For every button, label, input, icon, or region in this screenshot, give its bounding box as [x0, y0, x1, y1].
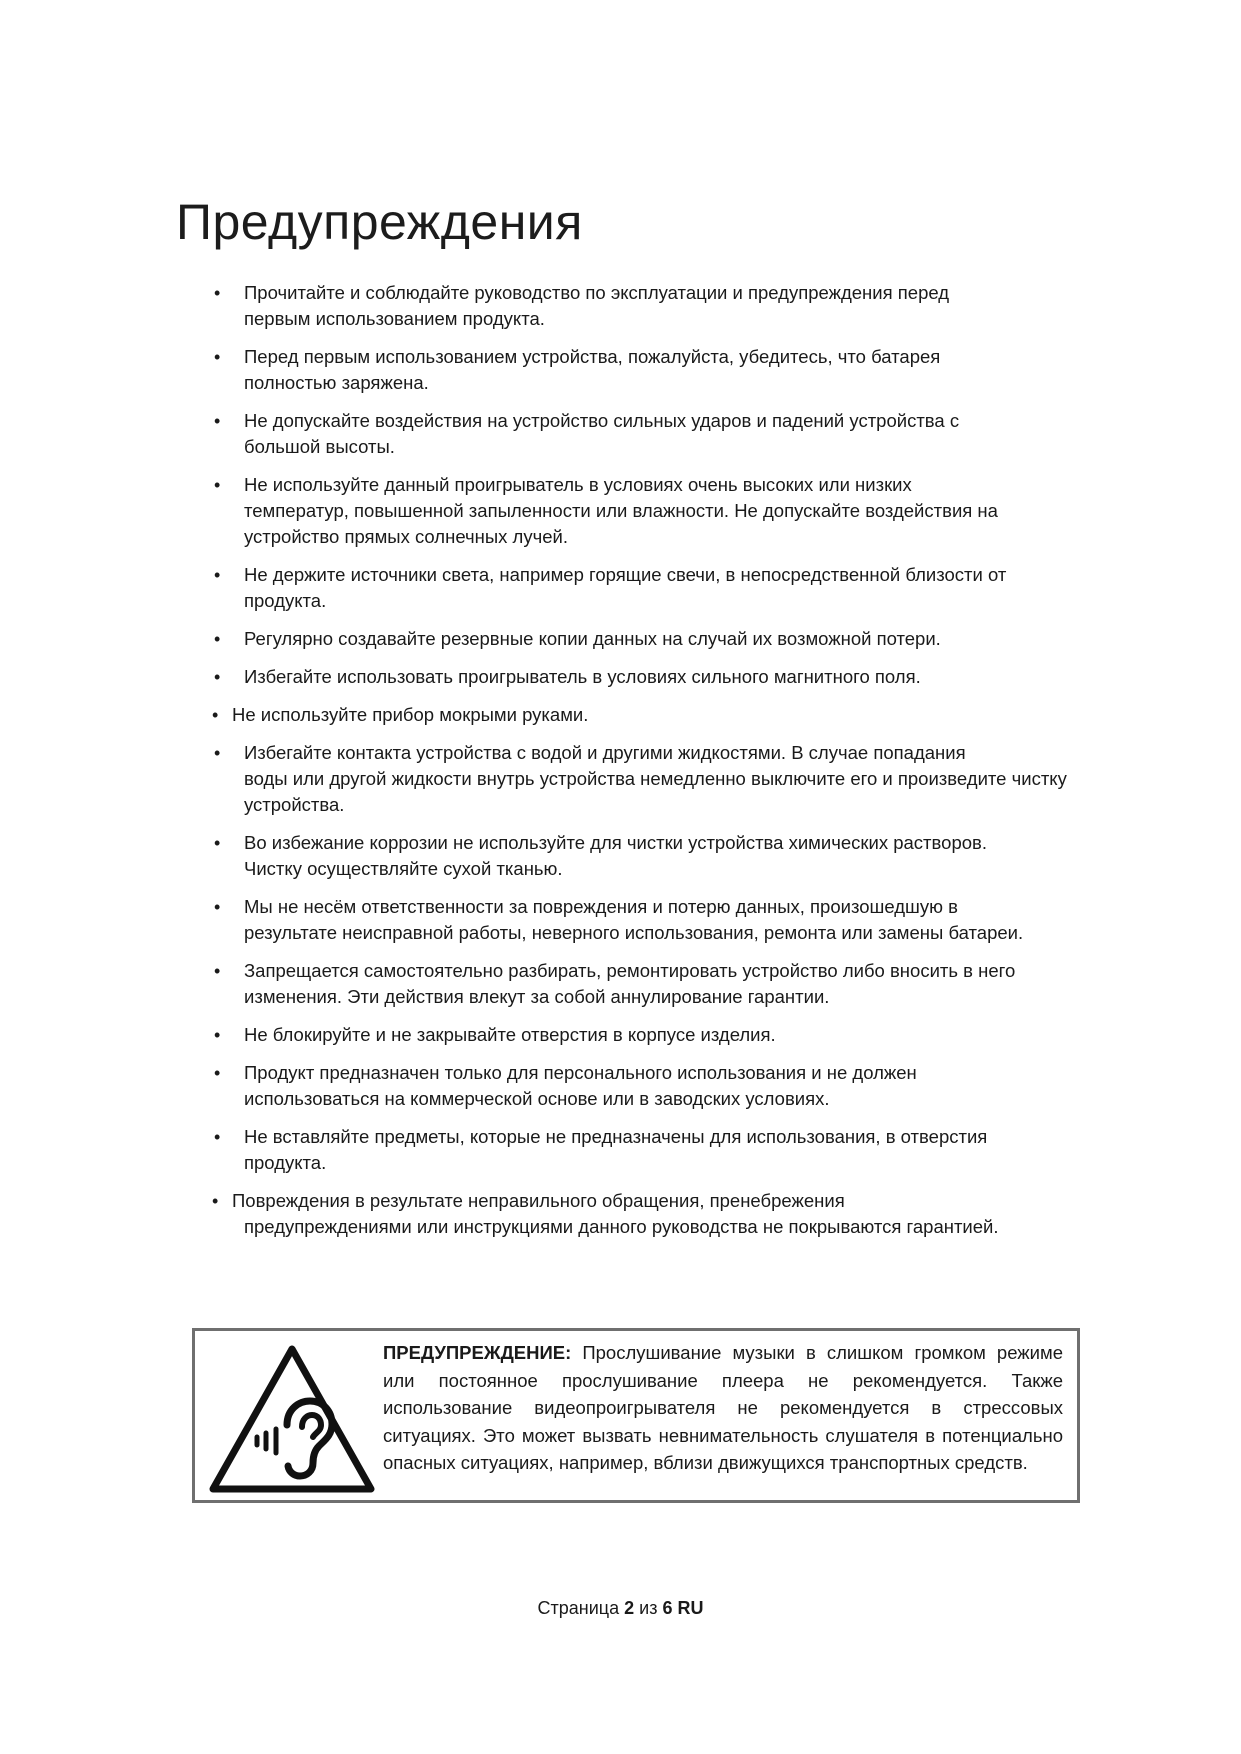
item-rest: температур, повышенной запыленности или влажности. Не допускайте воздействия на устройство прямых солнечных лучей.: [244, 500, 998, 547]
item-line1: Не допускайте воздействия на устройство сильных ударов и падений устройства с: [244, 410, 960, 431]
item-rest: продукта.: [244, 590, 327, 611]
item-line1: Повреждения в результате неправильного обращения, пренебрежения: [232, 1190, 845, 1211]
item-rest: воды или другой жидкости внутрь устройства немедленно выключите его и произведите чистку устройства.: [244, 768, 1067, 815]
item-rest: предупреждениями или инструкциями данного руководства не покрываются гарантией.: [244, 1216, 999, 1237]
bullet: •: [214, 1127, 221, 1147]
item-line1: Мы не несём ответственности за повреждения и потерю данных, произошедшую в: [244, 896, 958, 917]
bullet: •: [214, 833, 221, 853]
item-rest: изменения. Эти действия влекут за собой аннулирование гарантии.: [244, 986, 830, 1007]
footer-lang: RU: [677, 1598, 704, 1618]
list-item: [208, 830, 1088, 882]
item-rest: полностью заряжена.: [244, 372, 429, 393]
bullet: •: [214, 897, 221, 917]
item-line1: Не держите источники света, например горящие свечи, в непосредственной близости от: [244, 564, 1007, 585]
item-line1: Не вставляйте предметы, которые не предназначены для использования, в отверстия: [244, 1126, 988, 1147]
item-rest: большой высоты.: [244, 436, 395, 457]
item-line1: Прочитайте и соблюдайте руководство по эксплуатации и предупреждения перед: [244, 282, 950, 303]
hearing-warning-label: ПРЕДУПРЕЖДЕНИЕ:: [383, 1342, 572, 1363]
item-line1: Не блокируйте и не закрывайте отверстия в корпусе изделия.: [244, 1024, 776, 1045]
list-item: [208, 1188, 1088, 1240]
list-item: [208, 344, 1088, 396]
bullet: •: [214, 1025, 221, 1045]
hearing-warning-box: [192, 1328, 1080, 1503]
page-footer: [0, 1596, 1241, 1620]
bullet: •: [214, 283, 221, 303]
bullet: •: [214, 475, 221, 495]
footer-middle: из: [639, 1598, 658, 1618]
bullet: •: [214, 961, 221, 981]
item-rest: первым использованием продукта.: [244, 308, 545, 329]
item-rest: результате неисправной работы, неверного использования, ремонта или замены батареи.: [244, 922, 1024, 943]
list-item: [208, 626, 1088, 652]
list-item: [208, 664, 1088, 690]
hearing-warning-body: Прослушивание музыки в слишком громком режиме или постоянное прослушивание плеера не рекомендуется. Также использование видеопроигрывателя не рекомендуется в стрессовых ситуациях. Это может вызвать невнимательность слушателя в потенциально опасных ситуациях, например, вблизи движущихся транспортных средств.: [383, 1342, 1063, 1473]
list-item: [208, 472, 1088, 550]
list-item: [208, 1060, 1088, 1112]
hearing-warning-text: [383, 1339, 1063, 1477]
list-item: [208, 958, 1088, 1010]
list-item: [208, 702, 1088, 728]
list-item: [208, 562, 1088, 614]
item-rest: продукта.: [244, 1152, 327, 1173]
item-line1: Регулярно создавайте резервные копии данных на случай их возможной потери.: [244, 628, 941, 649]
item-line1: Избегайте использовать проигрыватель в условиях сильного магнитного поля.: [244, 666, 921, 687]
warning-list: [208, 280, 1088, 1252]
list-item: [208, 1124, 1088, 1176]
item-rest: использоваться на коммерческой основе или в заводских условиях.: [244, 1088, 830, 1109]
bullet: •: [214, 667, 221, 687]
footer-current-page: 2: [624, 1598, 635, 1618]
bullet: •: [214, 411, 221, 431]
item-line1: Запрещается самостоятельно разбирать, ремонтировать устройство либо вносить в него: [244, 960, 1016, 981]
ear-warning-triangle-icon: [209, 1345, 375, 1493]
list-item: [208, 280, 1088, 332]
item-line1: Не используйте данный проигрыватель в условиях очень высоких или низких: [244, 474, 912, 495]
item-line1: Во избежание коррозии не используйте для чистки устройства химических растворов.: [244, 832, 987, 853]
item-line1: Перед первым использованием устройства, пожалуйста, убедитесь, что батарея: [244, 346, 941, 367]
bullet: •: [212, 705, 219, 725]
bullet: •: [214, 1063, 221, 1083]
bullet: •: [212, 1191, 219, 1211]
list-item: [208, 894, 1088, 946]
bullet: •: [214, 743, 221, 763]
bullet: •: [214, 565, 221, 585]
footer-total-pages: 6: [662, 1598, 673, 1618]
item-rest: Чистку осуществляйте сухой тканью.: [244, 858, 563, 879]
list-item: [208, 408, 1088, 460]
item-line1: Не используйте прибор мокрыми руками.: [232, 704, 589, 725]
footer-prefix: Страница: [537, 1598, 620, 1618]
item-line1: Продукт предназначен только для персонального использования и не должен: [244, 1062, 917, 1083]
list-item: [208, 740, 1088, 818]
list-item: [208, 1022, 1088, 1048]
page-title: Предупреждения: [176, 194, 583, 250]
item-line1: Избегайте контакта устройства с водой и другими жидкостями. В случае попадания: [244, 742, 966, 763]
bullet: •: [214, 347, 221, 367]
bullet: •: [214, 629, 221, 649]
